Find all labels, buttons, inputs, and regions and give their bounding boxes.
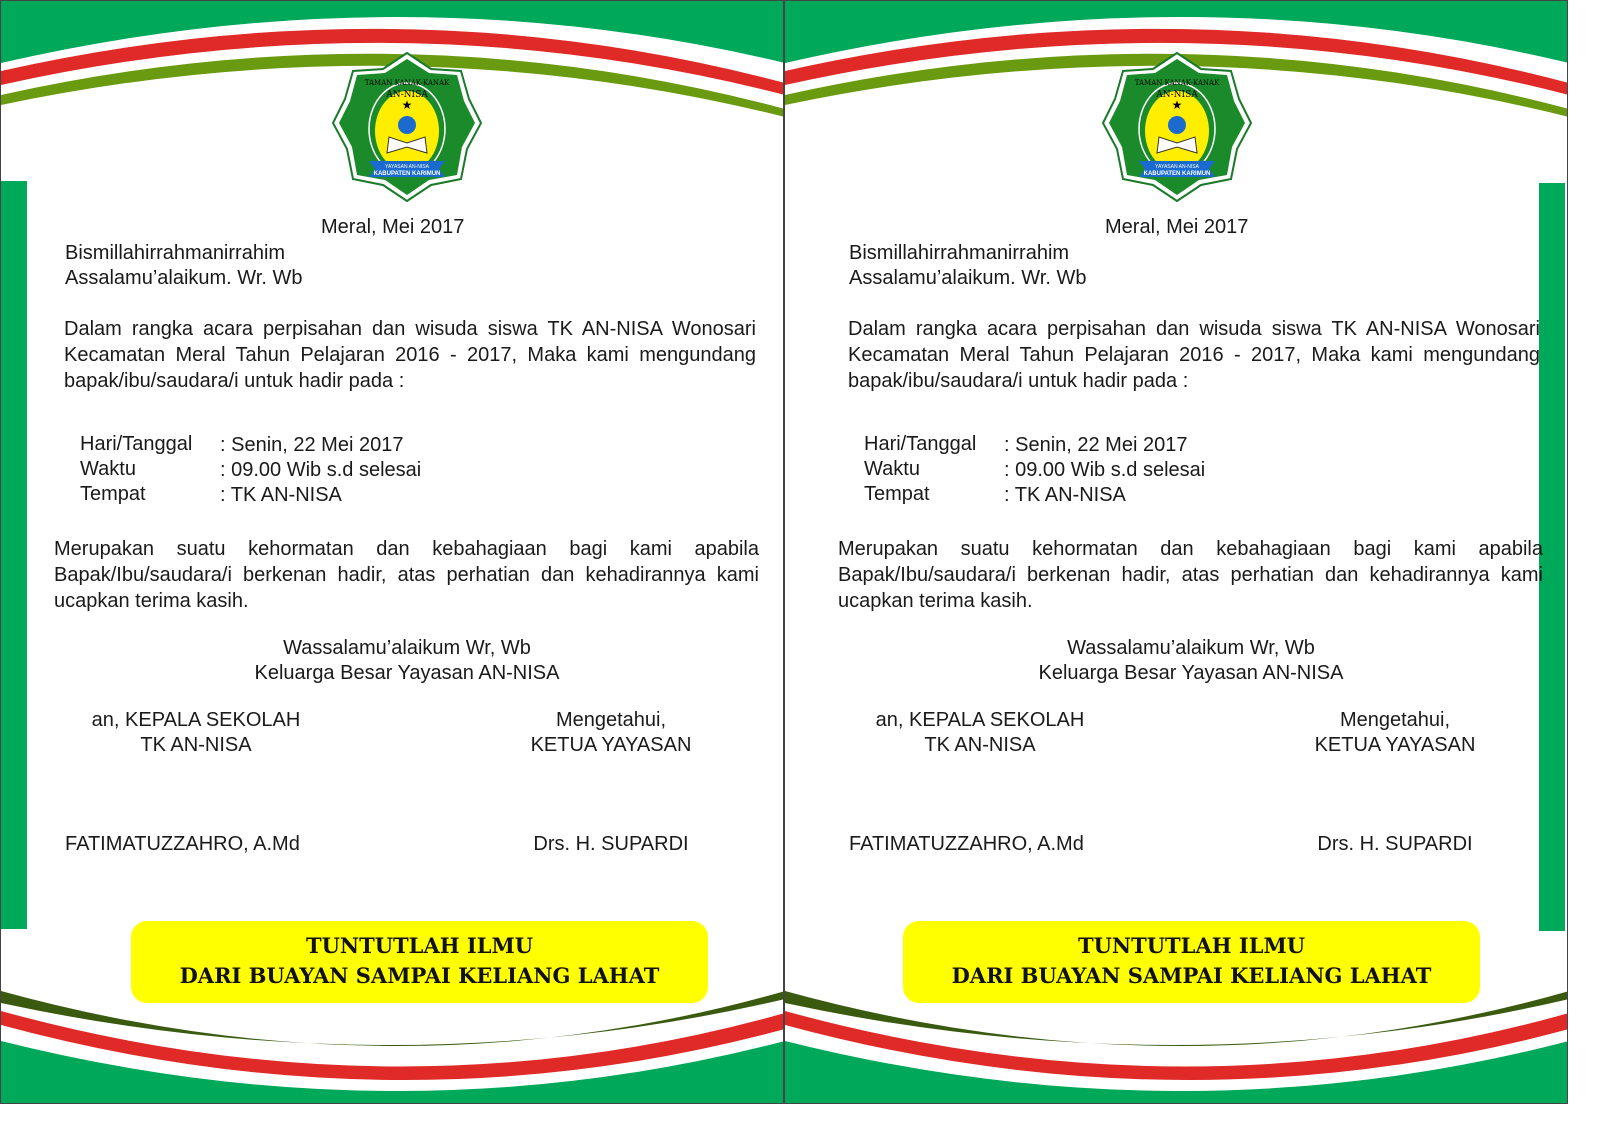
- opening-basmalah: Bismillahirrahmanirrahim: [65, 242, 286, 264]
- svg-text:AN-NISA: AN-NISA: [386, 90, 428, 100]
- opening-salam: Assalamu’alaikum. Wr. Wb: [65, 267, 303, 289]
- svg-text:KABUPATEN KARIMUN: KABUPATEN KARIMUN: [1143, 171, 1211, 177]
- detail-label-place: Tempat: [80, 483, 146, 505]
- opening-salam: Assalamu’alaikum. Wr. Wb: [849, 267, 1087, 289]
- green-side-bar: [1, 181, 27, 929]
- svg-text:★: ★: [1171, 98, 1183, 112]
- motto-line-2: DARI BUAYAN SAMPAI KELIANG LAHAT: [179, 963, 660, 988]
- closing-salam: Wassalamu’alaikum Wr, Wb: [1067, 637, 1315, 659]
- sign-left-name: FATIMATUZZAHRO, A.Md: [65, 833, 300, 855]
- place-date: Meral, Mei 2017: [321, 216, 465, 238]
- detail-value-date: : Senin, 22 Mei 2017: [1004, 434, 1188, 456]
- svg-text:TAMAN KANAK-KANAK: TAMAN KANAK-KANAK: [364, 79, 450, 87]
- sign-right-role: KETUA YAYASAN: [1314, 734, 1476, 756]
- svg-text:YAYASAN AN-NISA: YAYASAN AN-NISA: [1155, 164, 1199, 170]
- invitation-right: [784, 0, 1568, 1104]
- motto-line-1: TUNTUTLAH ILMU: [1077, 933, 1306, 958]
- detail-value-time: : 09.00 Wib s.d selesai: [1004, 459, 1206, 481]
- sign-right-name: Drs. H. SUPARDI: [1317, 833, 1473, 855]
- detail-value-date: : Senin, 22 Mei 2017: [220, 434, 404, 456]
- svg-text:YAYASAN AN-NISA: YAYASAN AN-NISA: [385, 164, 429, 170]
- detail-label-place: Tempat: [864, 483, 930, 505]
- detail-label-time: Waktu: [864, 458, 920, 480]
- motto-banner: [903, 921, 1480, 1003]
- svg-text:KABUPATEN KARIMUN: KABUPATEN KARIMUN: [373, 171, 441, 177]
- family-name: Keluarga Besar Yayasan AN-NISA: [254, 662, 560, 684]
- detail-label-date: Hari/Tanggal: [80, 433, 193, 455]
- invitation-left: [0, 0, 784, 1104]
- intro-paragraph: Dalam rangka acara perpisahan dan wisuda siswa TK AN-NISA Wonosari Kecamatan Meral Tahun Pelajaran 2016 - 2017, Maka kami mengundang bapak/ibu/saudara/i untuk hadir pada :: [64, 318, 756, 392]
- opening-basmalah: Bismillahirrahmanirrahim: [849, 242, 1070, 264]
- detail-value-place: : TK AN-NISA: [1004, 484, 1126, 506]
- closing-paragraph: Merupakan suatu kehormatan dan kebahagiaan bagi kami apabila Bapak/Ibu/saudara/i berkenan hadir, atas perhatian dan kehadirannya kami ucapkan terima kasih.: [838, 538, 1543, 612]
- detail-label-time: Waktu: [80, 458, 136, 480]
- sign-left-name: FATIMATUZZAHRO, A.Md: [849, 833, 1084, 855]
- sign-right-title: Mengetahui,: [555, 709, 667, 731]
- closing-paragraph: Merupakan suatu kehormatan dan kebahagiaan bagi kami apabila Bapak/Ibu/saudara/i berkenan hadir, atas perhatian dan kehadirannya kami ucapkan terima kasih.: [54, 538, 759, 612]
- svg-text:★: ★: [401, 98, 413, 112]
- detail-label-date: Hari/Tanggal: [864, 433, 977, 455]
- sign-left-title: an, KEPALA SEKOLAH: [91, 709, 301, 731]
- closing-salam: Wassalamu’alaikum Wr, Wb: [283, 637, 531, 659]
- motto-banner: [131, 921, 708, 1003]
- sign-right-name: Drs. H. SUPARDI: [533, 833, 689, 855]
- place-date: Meral, Mei 2017: [1105, 216, 1249, 238]
- detail-value-place: : TK AN-NISA: [220, 484, 342, 506]
- detail-value-time: : 09.00 Wib s.d selesai: [220, 459, 422, 481]
- sign-right-title: Mengetahui,: [1339, 709, 1451, 731]
- motto-line-2: DARI BUAYAN SAMPAI KELIANG LAHAT: [951, 963, 1432, 988]
- school-logo: [331, 51, 483, 203]
- svg-text:AN-NISA: AN-NISA: [1156, 90, 1198, 100]
- sign-right-role: KETUA YAYASAN: [530, 734, 692, 756]
- sign-left-school: TK AN-NISA: [140, 734, 252, 756]
- motto-line-1: TUNTUTLAH ILMU: [305, 933, 534, 958]
- sign-left-school: TK AN-NISA: [924, 734, 1036, 756]
- sign-left-title: an, KEPALA SEKOLAH: [875, 709, 1085, 731]
- svg-text:TAMAN KANAK-KANAK: TAMAN KANAK-KANAK: [1134, 79, 1220, 87]
- school-logo: [1101, 51, 1253, 203]
- family-name: Keluarga Besar Yayasan AN-NISA: [1038, 662, 1344, 684]
- intro-paragraph: Dalam rangka acara perpisahan dan wisuda siswa TK AN-NISA Wonosari Kecamatan Meral Tahun Pelajaran 2016 - 2017, Maka kami mengundang bapak/ibu/saudara/i untuk hadir pada :: [848, 318, 1540, 392]
